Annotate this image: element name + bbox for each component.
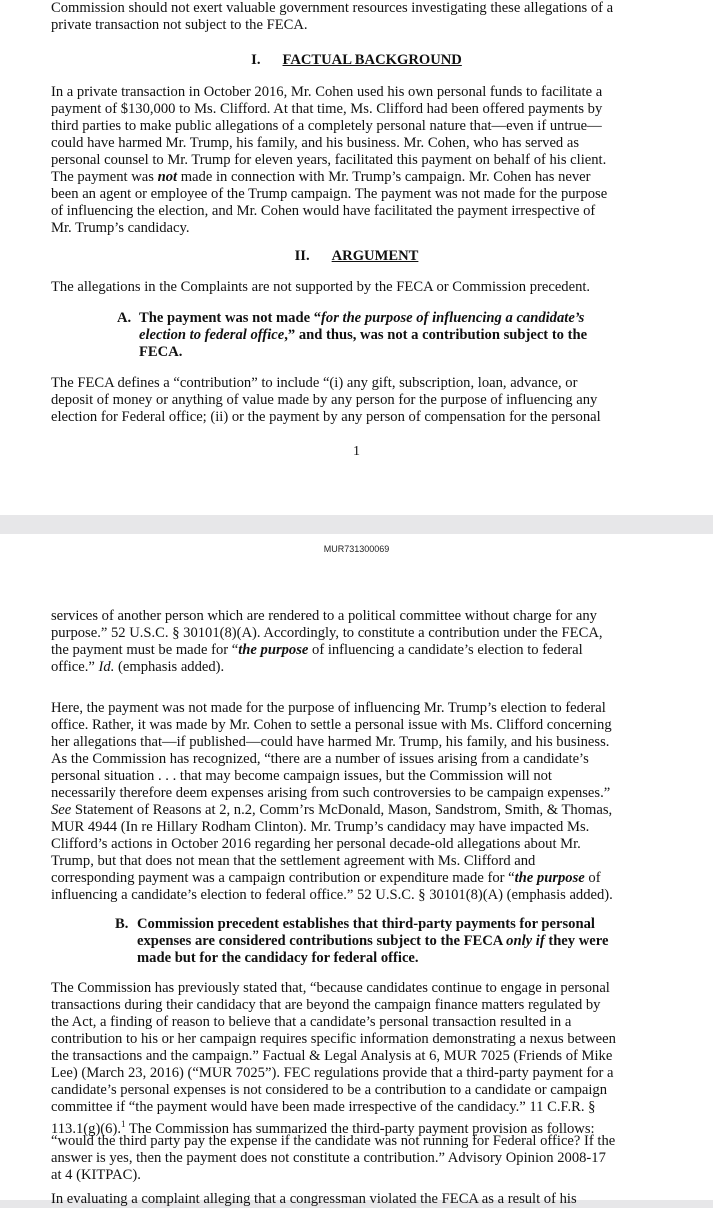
section-heading-2 <box>0 248 713 265</box>
text-line-cut-off: In evaluating a complaint alleging that a congressman violated the FECA as a result of his <box>51 1191 577 1207</box>
text-line: Clifford’s actions in October 2016 regarding her personal decade-old allegations about Mr. <box>51 836 581 852</box>
text-line: the Act, a finding of reason to believe that a candidate’s personal transaction resulted in a <box>51 1014 572 1030</box>
section-number: II. <box>294 248 310 264</box>
text-line: influencing a candidate’s election to federal office.” 52 U.S.C. § 30101(8)(A) (emphasis added). <box>51 887 613 903</box>
text-line: The allegations in the Complaints are not supported by the FECA or Commission precedent. <box>51 279 591 295</box>
text-line: at 4 (KITPAC). <box>51 1167 141 1183</box>
text-line: committee if “the payment would have been made irrespective of the candidacy.” 11 C.F.R. § <box>51 1099 596 1115</box>
text-line: purpose.” 52 U.S.C. § 30101(8)(A). Accordingly, to constitute a contribution under the FECA, <box>51 625 603 641</box>
text-line: been an agent or employee of the Trump campaign. The payment was not made for the purpose <box>51 186 608 202</box>
section-title: FACTUAL BACKGROUND <box>282 52 462 68</box>
subheading-line: expenses are considered contributions subject to the FECA only if they were <box>137 933 609 949</box>
text-line: “would the third party pay the expense if the candidate was not running for Federal office? If the <box>51 1133 616 1149</box>
text-line: personal situation . . . that may become campaign issues, but the Commission will not <box>51 768 552 784</box>
subheading-letter: A. <box>117 310 132 326</box>
text-line: deposit of money or anything of value made by any person for the purpose of influencing any <box>51 392 598 408</box>
subheading-line: FECA. <box>139 344 183 360</box>
text-line: the payment must be made for “the purpose of influencing a candidate’s election to federal <box>51 642 583 658</box>
text-line: The payment was not made in connection with Mr. Trump’s campaign. Mr. Cohen has never <box>51 169 591 185</box>
text-line: Trump, but that does not mean that the settlement agreement with Ms. Clifford and <box>51 853 536 869</box>
text-line: necessarily therefore deem expenses arising from such controversies to be campaign expenses.” <box>51 785 611 801</box>
text-line: her allegations that—if published—could have harmed Mr. Trump, his family, and his business. <box>51 734 610 750</box>
text-line: In a private transaction in October 2016, Mr. Cohen used his own personal funds to facilitate a <box>51 84 603 100</box>
document-id: MUR731300069 <box>323 544 390 554</box>
text-line: 113.1(g)(6).$^1$ The Commission has summarized the third-party payment provision as follows: <box>51 1119 595 1137</box>
text-line: candidate’s personal expenses is not considered to be a contribution to a candidate or campaign <box>51 1082 608 1098</box>
text-line: third parties to make public allegations of a completely personal nature that—even if untrue— <box>51 118 602 134</box>
text-line: contribution to his or her campaign requires specific information demonstrating a nexus between <box>51 1031 616 1047</box>
text-line: Here, the payment was not made for the purpose of influencing Mr. Trump’s election to federal <box>51 700 606 716</box>
document-page-1 <box>0 0 713 515</box>
subheading-line: Commission precedent establishes that third-party payments for personal <box>137 916 595 932</box>
subheading-b <box>115 916 635 967</box>
text-line: answer is yes, then the payment does not constitute a contribution.” Advisory Opinion 2008-17 <box>51 1150 606 1166</box>
text-line: election for Federal office; (ii) or the payment by any person of compensation for the personal <box>51 409 601 425</box>
text-line: Lee) (March 23, 2016) (“MUR 7025”). FEC regulations provide that a third-party payment for a <box>51 1065 614 1081</box>
text-line: services of another person which are rendered to a political committee without charge for any <box>51 608 597 624</box>
text-line: payment of $130,000 to Ms. Clifford. At that time, Ms. Clifford had been offered payments by <box>51 101 603 117</box>
text-line: corresponding payment was a campaign contribution or expenditure made for “the purpose of <box>51 870 601 886</box>
text-line: Mr. Trump’s candidacy. <box>51 220 190 236</box>
text-line: Commission should not exert valuable government resources investigating these allegations of a <box>51 0 614 16</box>
text-line: transactions during their candidacy that are beyond the campaign finance matters regulated by <box>51 997 601 1013</box>
text-line: As the Commission has recognized, “there are a number of issues arising from a candidate’s <box>51 751 589 767</box>
subheading-line: made but for the candidacy for federal office. <box>137 950 419 966</box>
page-number: 1 <box>353 444 360 459</box>
text-line: of influencing the election, and Mr. Cohen would have facilitated the payment irrespective of <box>51 203 596 219</box>
section-title: ARGUMENT <box>331 248 419 264</box>
text-line: office. Rather, it was made by Mr. Cohen to settle a personal issue with Ms. Clifford concerning <box>51 717 612 733</box>
document-page-2 <box>0 534 713 1207</box>
text-line: office.” Id. (emphasis added). <box>51 659 225 675</box>
subheading-line: The payment was not made “for the purpose of influencing a candidate’s <box>139 310 585 326</box>
section-heading-1 <box>0 52 713 69</box>
subheading-a <box>117 310 597 361</box>
text-line: The Commission has previously stated that, “because candidates continue to engage in personal <box>51 980 610 996</box>
subheading-line: election to federal office,” and thus, was not a contribution subject to the <box>139 327 588 343</box>
text-line: private transaction not subject to the FECA. <box>51 17 308 33</box>
text-line: the transactions and the campaign.” Factual & Legal Analysis at 6, MUR 7025 (Friends of Mike <box>51 1048 613 1064</box>
text-line: The FECA defines a “contribution” to include “(i) any gift, subscription, loan, advance, or <box>51 375 578 391</box>
text-line: could have harmed Mr. Trump, his family, and his business. Mr. Cohen, who has served as <box>51 135 580 151</box>
text-line: See Statement of Reasons at 2, n.2, Comm’rs McDonald, Mason, Sandstrom, Smith, & Thomas, <box>51 802 613 818</box>
subheading-letter: B. <box>115 916 129 932</box>
text-line: MUR 4944 (In re Hillary Rodham Clinton). Mr. Trump’s candidacy may have impacted Ms. <box>51 819 590 835</box>
section-number: I. <box>251 52 261 68</box>
text-line: personal counsel to Mr. Trump for eleven years, facilitated this payment on behalf of his client. <box>51 152 607 168</box>
